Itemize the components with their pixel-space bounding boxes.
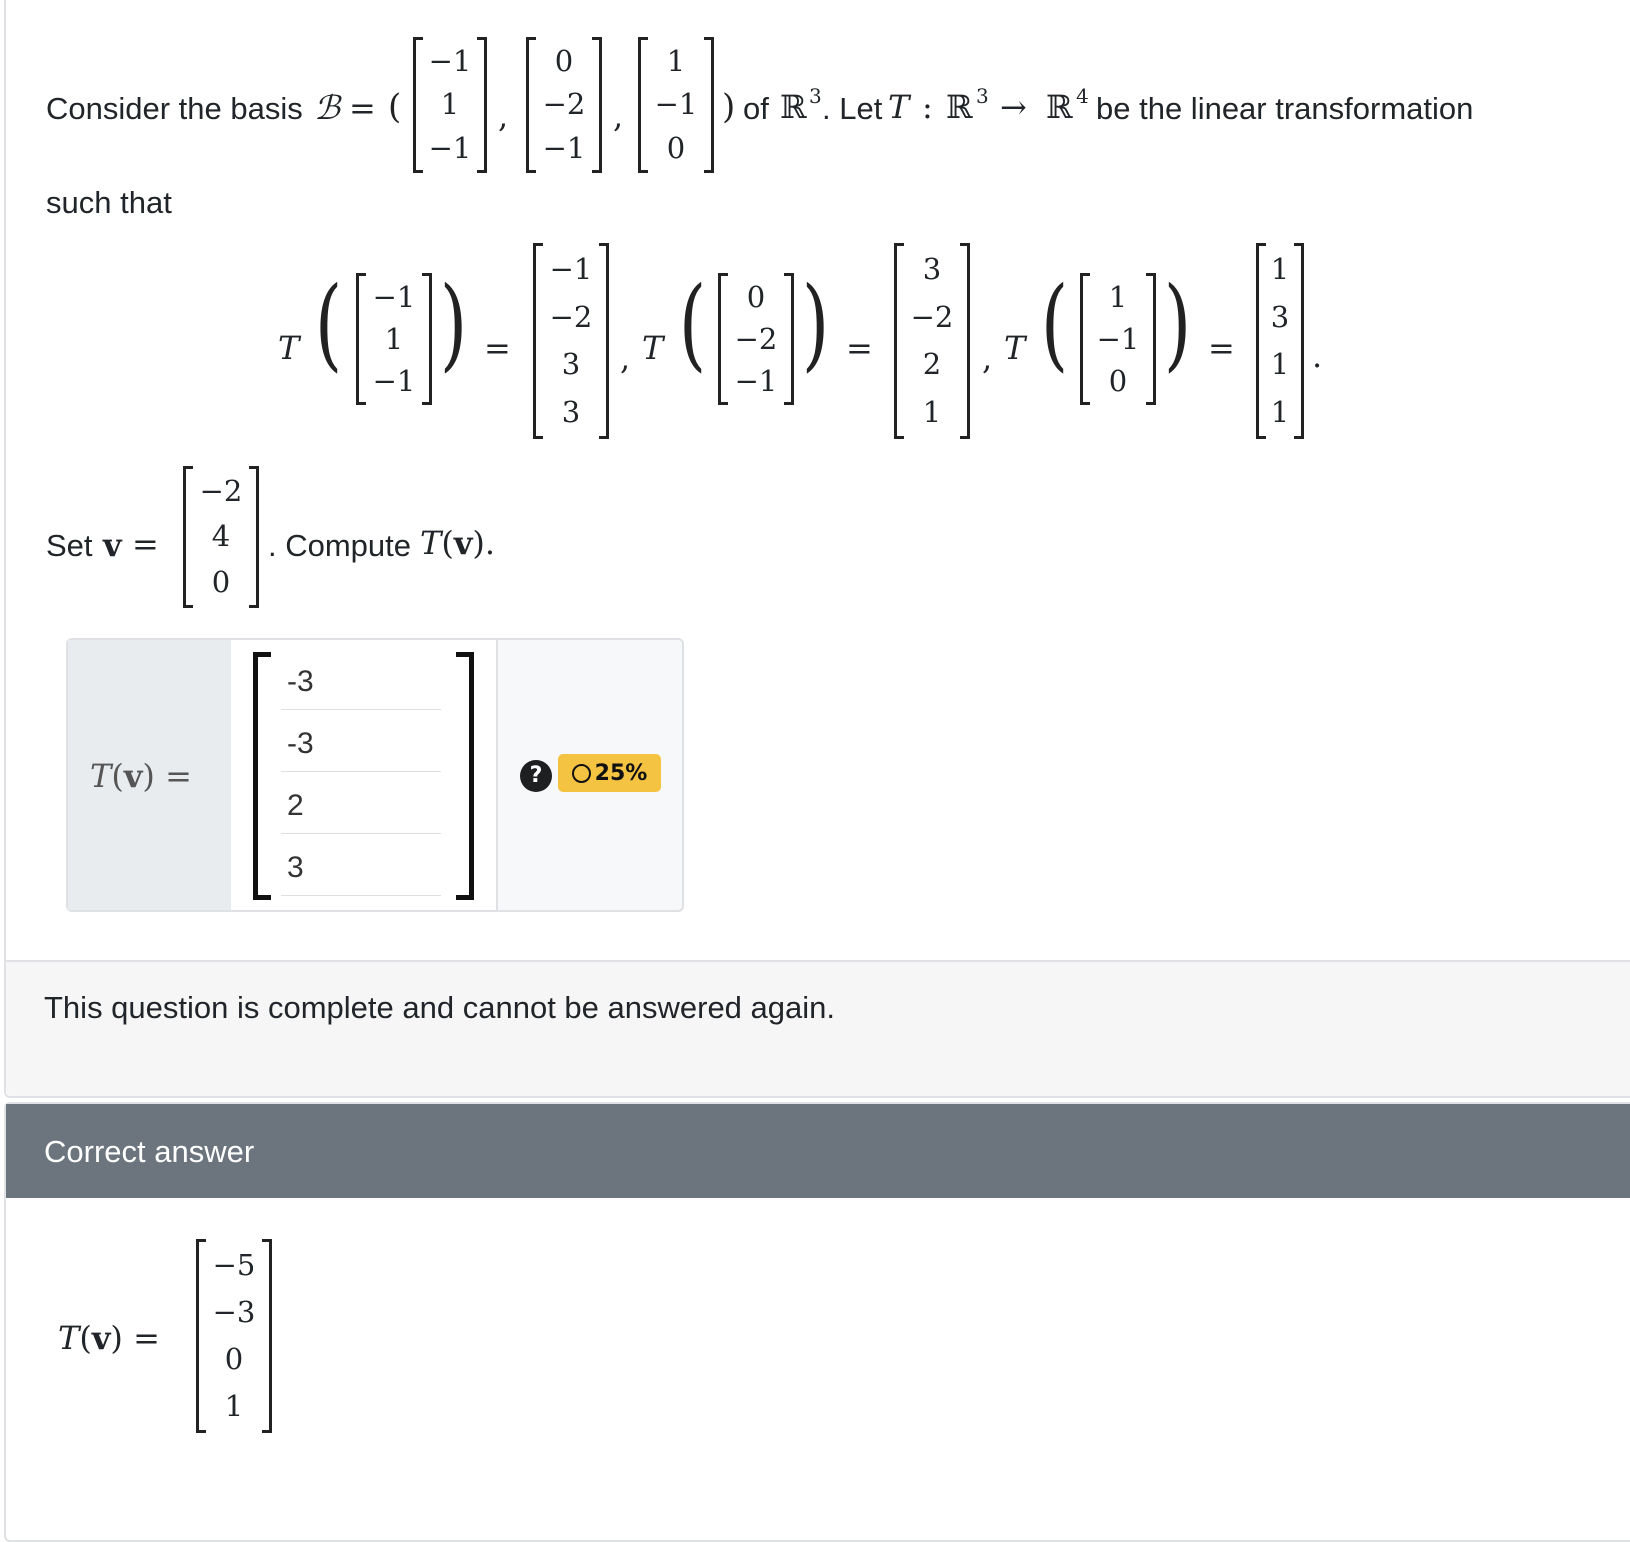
basis-vector-1: −1 1 −1 (413, 40, 487, 170)
T-3: T (1004, 329, 1026, 367)
right-bracket (456, 652, 474, 900)
answer-label-cell (68, 640, 233, 910)
circle-icon (572, 764, 591, 783)
image-input-3: 1 −1 0 (1080, 276, 1156, 402)
answer-matrix-cell (231, 640, 498, 910)
answer-label: T(v) = (90, 757, 192, 795)
domain-dim: 3 (809, 84, 822, 108)
equals-sign: = (349, 89, 376, 127)
left-bracket (253, 652, 271, 900)
basis-symbol: ℬ (314, 88, 340, 127)
answer-input-3[interactable] (281, 778, 441, 834)
score-badge[interactable] (558, 754, 661, 792)
domain-space: ℝ (780, 88, 807, 126)
compute-text: . Compute (268, 528, 412, 563)
answer-input-2[interactable] (281, 716, 441, 772)
image-input-2: 0 −2 −1 (718, 276, 794, 402)
transform-symbol: T (888, 88, 910, 126)
T-2: T (642, 329, 664, 367)
correct-answer-vector: −5 −3 0 1 (196, 1242, 272, 1430)
answer-input-1[interactable] (281, 654, 441, 710)
answer-box (66, 638, 684, 912)
image-input-1: −1 1 −1 (356, 276, 432, 402)
set-text: Set (46, 528, 93, 563)
correct-answer-title: Correct answer (44, 1134, 255, 1169)
question-circle-icon[interactable]: ? (520, 760, 552, 792)
image-output-2: 3 −2 2 1 (894, 246, 970, 436)
open-paren: ( (388, 87, 402, 127)
answer-input-4[interactable] (281, 840, 441, 896)
vector-symbol: v (103, 526, 122, 564)
T-1: T (278, 329, 300, 367)
such-that-text: such that (46, 185, 172, 220)
basis-vector-2: 0 −2 −1 (526, 40, 602, 170)
v-vector: −2 4 0 (183, 469, 259, 605)
question-card: Consider the basis ℬ = ( −1 1 −1 , 0 −2 −1 , 1 −1 0 ) of ℝ 3 . Let T : ℝ 3 → ℝ 4 be the linear transformation such that T ( −1 1 −1 ) = −1 −2 3 3 , T ( 0 −2 −1 ) = 3 −2 2 1 , T ( 1 −1 0 ) = 1 3 1 1 . Set v = −2 4 0 . Compute T(v). T(v) = -3 -3 2 3 ? 25% This question is complete and cannot be answered again. (4, 0, 1630, 1098)
complete-message: This question is complete and cannot be answered again. (44, 990, 835, 1025)
codomain-space: ℝ (1046, 88, 1073, 126)
image-output-3: 1 3 1 1 (1256, 246, 1304, 436)
codomain-dim: 4 (1076, 84, 1089, 108)
correct-answer-card (4, 1102, 1630, 1542)
correct-answer-label: T(v) = (58, 1319, 160, 1357)
intro-text: Consider the basis (46, 91, 303, 126)
image-output-1: −1 −2 3 3 (533, 246, 609, 436)
close-paren: ) (722, 87, 736, 127)
of-text: of (743, 91, 769, 126)
correct-answer-header (6, 1104, 1630, 1198)
basis-vector-3: 1 −1 0 (638, 40, 714, 170)
tail-text: be the linear transformation (1096, 91, 1474, 126)
let-text: . Let (822, 91, 883, 126)
score-value: 25% (594, 760, 648, 786)
complete-footer (6, 960, 1630, 1096)
